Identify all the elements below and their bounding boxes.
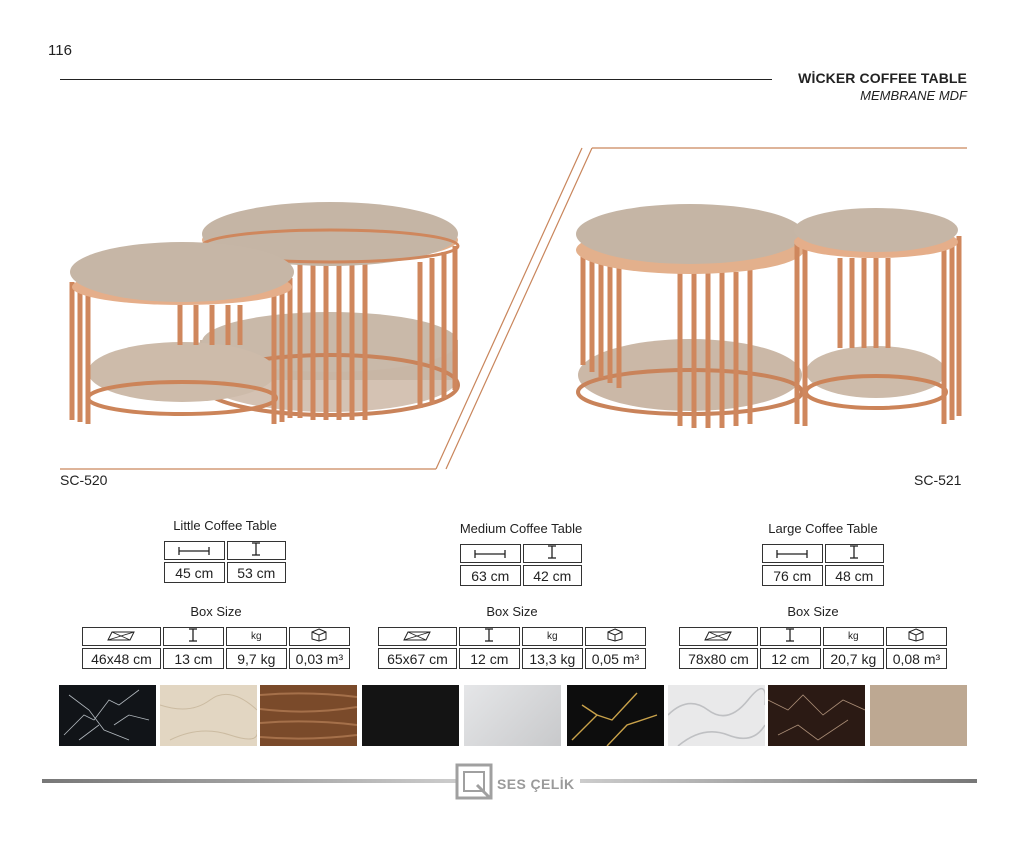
medium-table-dimensions bbox=[458, 521, 584, 588]
swatch-cream-marble bbox=[160, 685, 257, 746]
box-area-icon bbox=[378, 627, 457, 646]
large-box-dims: 78x80 cm bbox=[679, 648, 758, 669]
height-arrow-icon bbox=[760, 627, 821, 646]
large-box-weight: 20,7 kg bbox=[823, 648, 884, 669]
medium-table-height: 42 cm bbox=[523, 565, 582, 586]
height-arrow-icon bbox=[227, 541, 286, 560]
little-table-height: 53 cm bbox=[227, 562, 286, 583]
width-arrow-icon bbox=[164, 541, 225, 560]
box-area-icon bbox=[82, 627, 161, 646]
page-subtitle: MEMBRANE MDF bbox=[860, 88, 967, 103]
footer-rule-left bbox=[42, 779, 457, 783]
logo-text: SES ÇELİK bbox=[497, 776, 575, 792]
page-number: 116 bbox=[48, 42, 72, 59]
height-arrow-icon bbox=[523, 544, 582, 563]
large-box-height: 12 cm bbox=[760, 648, 821, 669]
medium-box-volume: 0,05 m³ bbox=[585, 648, 646, 669]
page-title: WİCKER COFFEE TABLE bbox=[798, 70, 967, 86]
footer-rule-right bbox=[580, 779, 977, 783]
swatch-black bbox=[362, 685, 459, 746]
height-arrow-icon bbox=[163, 627, 224, 646]
large-table-title: Large Coffee Table bbox=[768, 521, 878, 536]
large-box-volume: 0,08 m³ bbox=[886, 648, 947, 669]
little-box-volume: 0,03 m³ bbox=[289, 648, 350, 669]
swatch-cappuccino bbox=[870, 685, 967, 746]
swatch-light-grey bbox=[464, 685, 561, 746]
height-arrow-icon bbox=[825, 544, 884, 563]
kg-label: kg bbox=[226, 627, 287, 646]
medium-table-title: Medium Coffee Table bbox=[459, 521, 583, 536]
box-area-icon bbox=[679, 627, 758, 646]
medium-box-title: Box Size bbox=[486, 604, 538, 619]
little-table-width: 45 cm bbox=[164, 562, 225, 583]
large-box-size bbox=[677, 604, 949, 671]
little-box-height: 13 cm bbox=[163, 648, 224, 669]
large-table-height: 48 cm bbox=[825, 565, 884, 586]
box-icon bbox=[289, 627, 350, 646]
little-box-size bbox=[80, 604, 352, 671]
swatch-emperador-dark-marble bbox=[768, 685, 865, 746]
swatch-black-gold-marble bbox=[567, 685, 664, 746]
sc-521-product-image bbox=[576, 204, 959, 428]
little-table-title: Little Coffee Table bbox=[173, 518, 277, 533]
little-box-title: Box Size bbox=[190, 604, 242, 619]
width-arrow-icon bbox=[460, 544, 521, 563]
medium-table-width: 63 cm bbox=[460, 565, 521, 586]
large-table-dimensions bbox=[760, 521, 886, 588]
product-code-sc-520: SC-520 bbox=[60, 472, 108, 488]
swatch-white-marble bbox=[668, 685, 765, 746]
width-arrow-icon bbox=[762, 544, 823, 563]
swatch-black-marble-white-vein bbox=[59, 685, 156, 746]
medium-box-height: 12 cm bbox=[459, 648, 520, 669]
kg-label: kg bbox=[823, 627, 884, 646]
box-icon bbox=[886, 627, 947, 646]
swatch-walnut-wood bbox=[260, 685, 357, 746]
large-box-title: Box Size bbox=[787, 604, 839, 619]
sc-520-product-image bbox=[70, 202, 458, 424]
box-icon bbox=[585, 627, 646, 646]
medium-box-size bbox=[376, 604, 648, 671]
product-code-sc-521: SC-521 bbox=[914, 472, 962, 488]
kg-label: kg bbox=[522, 627, 583, 646]
height-arrow-icon bbox=[459, 627, 520, 646]
medium-box-dims: 65x67 cm bbox=[378, 648, 457, 669]
large-table-width: 76 cm bbox=[762, 565, 823, 586]
little-table-dimensions bbox=[162, 518, 288, 585]
medium-box-weight: 13,3 kg bbox=[522, 648, 583, 669]
little-box-weight: 9,7 kg bbox=[226, 648, 287, 669]
little-box-dims: 46x48 cm bbox=[82, 648, 161, 669]
